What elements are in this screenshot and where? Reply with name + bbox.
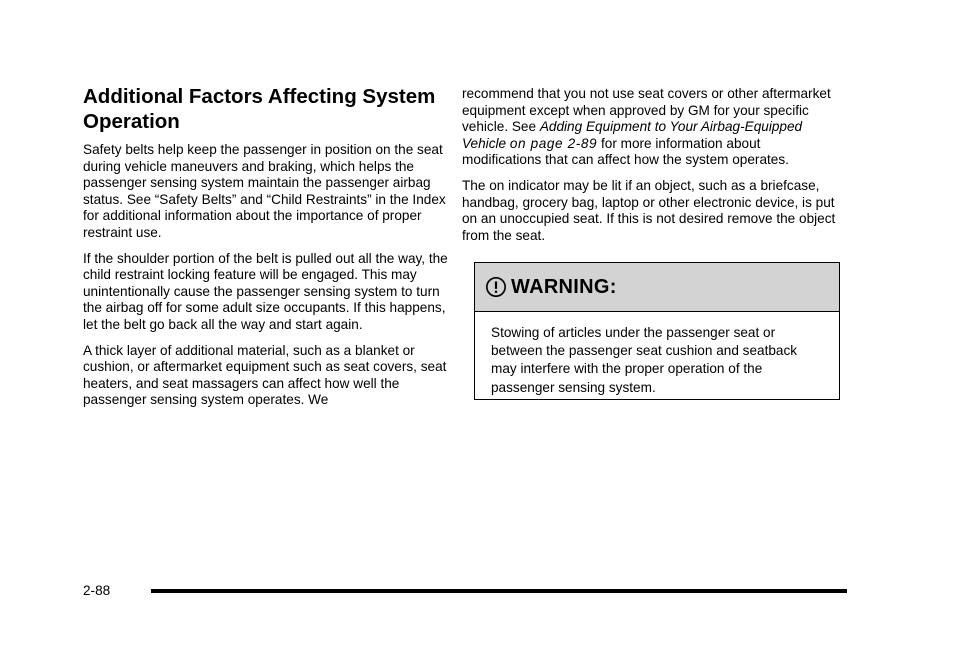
paragraph-shoulder-belt: If the shoulder portion of the belt is pulled out all the way, the child restraint locking feature will be engaged. This may unintentionally cause the passenger sensing system to turn the airbag off for some adult size occupants. If this happens, let the belt go back all the way and start again. <box>83 250 448 332</box>
warning-header <box>475 263 839 312</box>
paragraph-safety-belts: Safety belts help keep the passenger in position on the seat during vehicle maneuvers and braking, which helps the passenger sensing system maintain the passenger airbag status. See “Safety Belts” and “Child Restraints” in the Index for additional information about the importance of proper restraint use. <box>83 142 446 240</box>
footer-divider <box>151 589 847 593</box>
paragraph-on-indicator: The on indicator may be lit if an object, such as a briefcase, handbag, grocery bag, laptop or other electronic device, is put on an unoccupied seat. If this is not desired remove the object from the seat. <box>462 177 836 243</box>
page-number: 2-88 <box>83 583 111 598</box>
paragraph-seat-covers <box>462 86 842 169</box>
seat-covers-text-end: for more information about modifications that can affect how the system operates. <box>462 135 789 168</box>
warning-box <box>474 262 840 400</box>
warning-body: Stowing of articles under the passenger seat or between the passenger seat cushion and seatback may interfere with the proper operation of the passenger sensing system. <box>491 325 798 395</box>
cross-reference-title[interactable]: Adding Equipment to Your Airbag-Equipped Vehicle <box>462 119 803 151</box>
left-column <box>83 84 451 418</box>
section-heading: Additional Factors Affecting System Operation <box>83 85 436 133</box>
right-column <box>462 86 842 253</box>
paragraph-thick-layer: A thick layer of additional material, such as a blanket or cushion, or aftermarket equipment such as seat covers, seat heaters, and seat massagers can affect how well the passenger sensing system operates. We <box>83 342 447 408</box>
warning-icon <box>485 276 507 298</box>
seat-covers-text: recommend that you not use seat covers or other aftermarket equipment except when approved by GM for your specific vehicle. See <box>462 86 831 135</box>
warning-title: WARNING: <box>511 275 617 298</box>
cross-reference-page[interactable]: on page 2-89 <box>509 135 598 151</box>
